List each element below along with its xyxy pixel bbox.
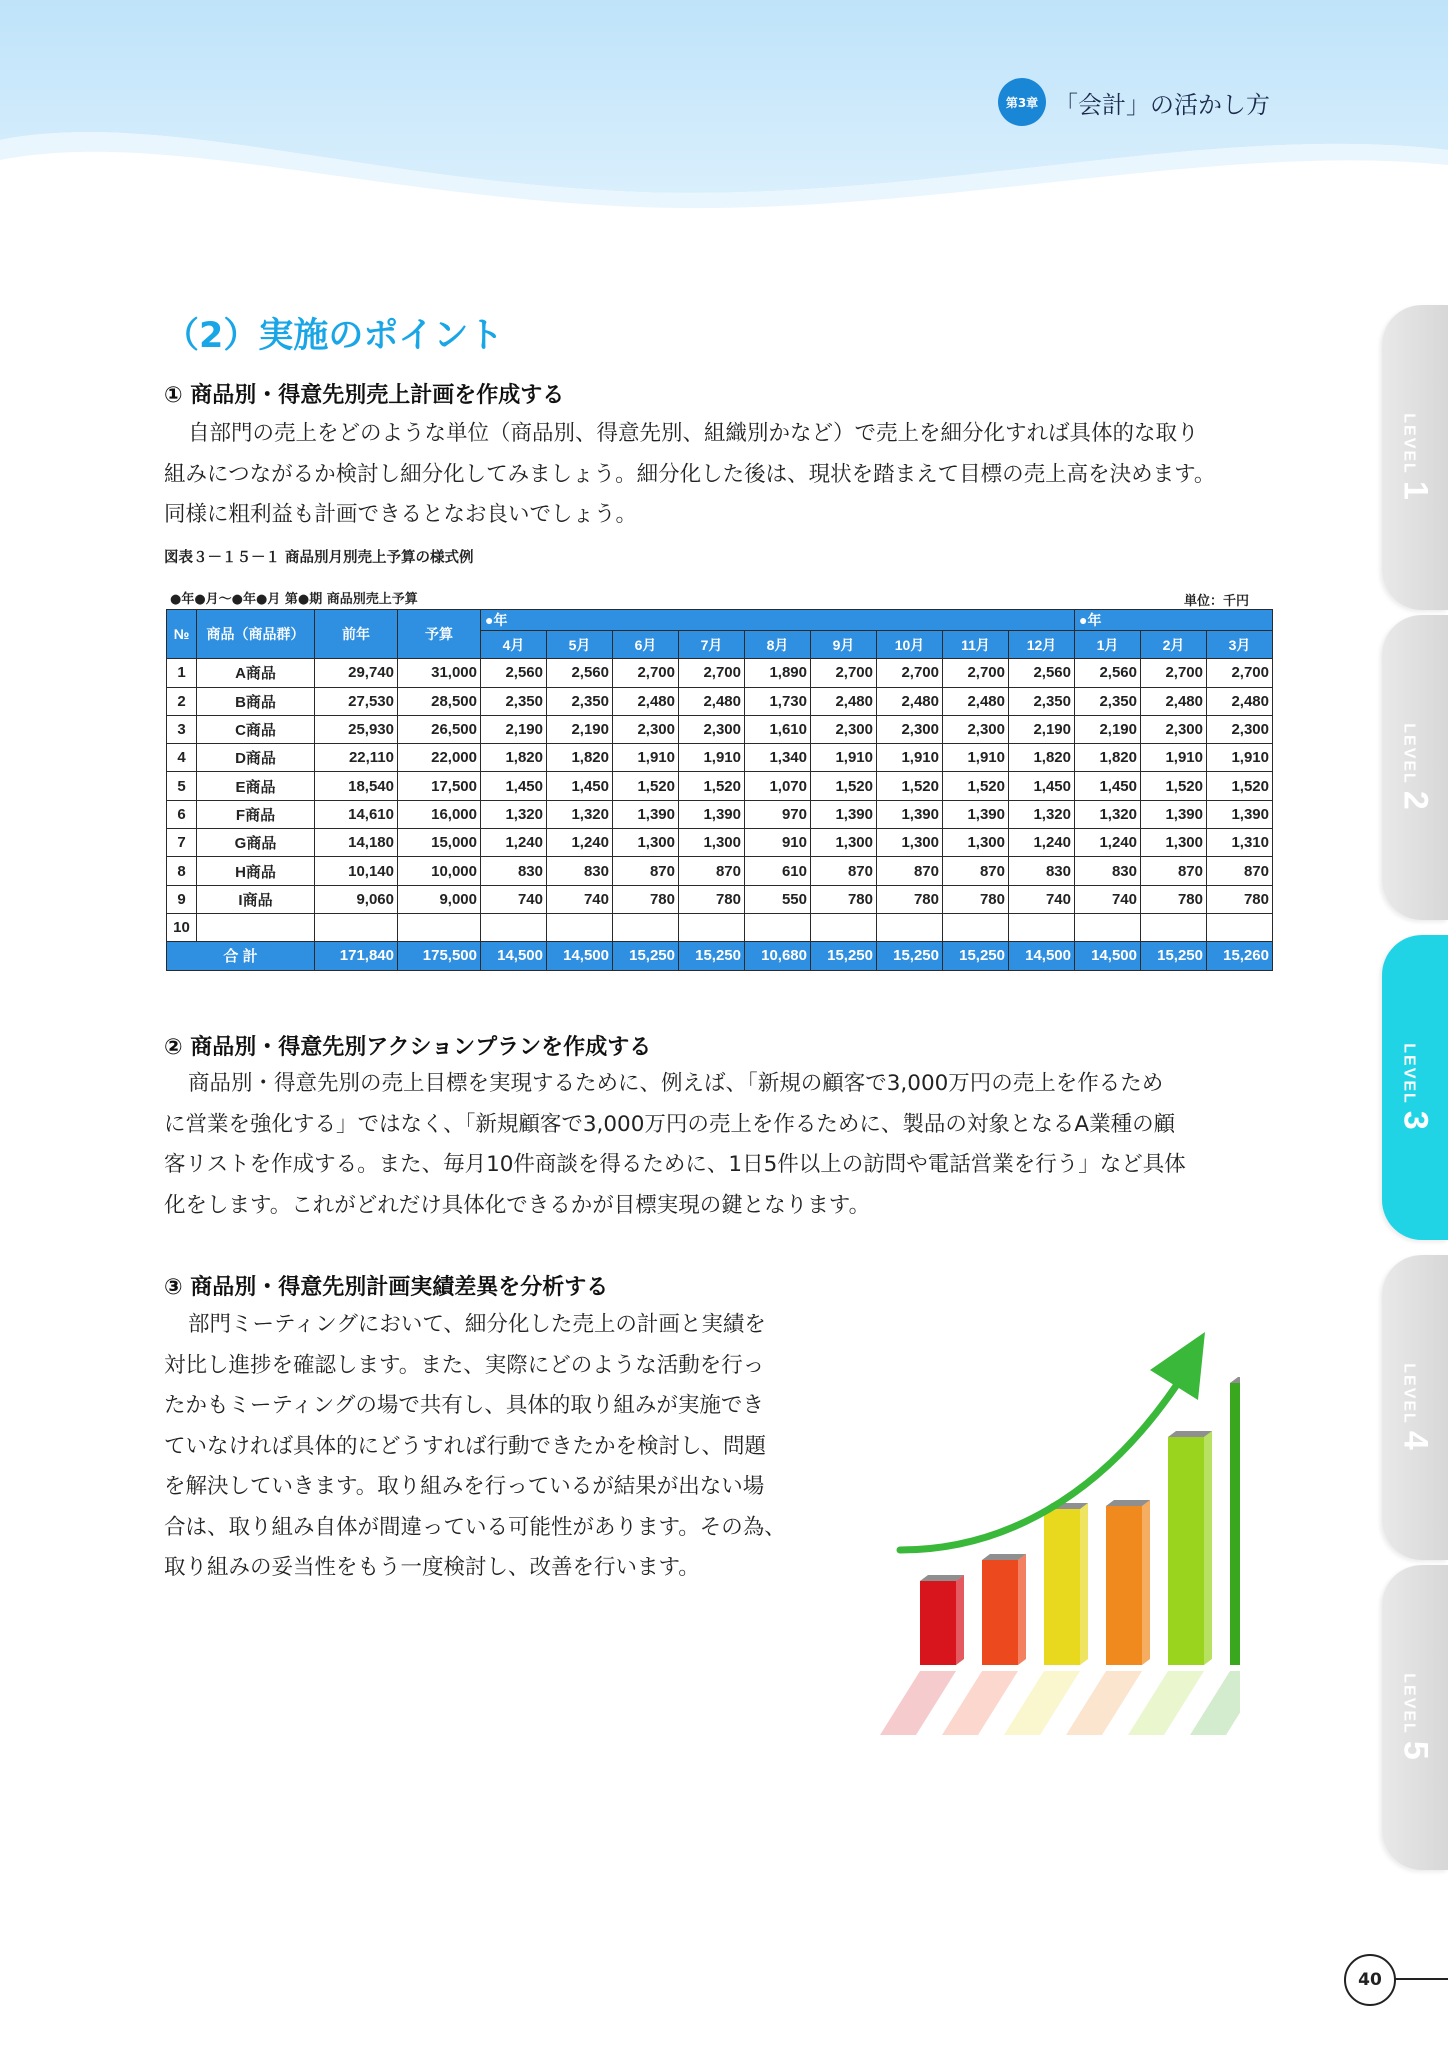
row-month-value: 1,910 (943, 744, 1009, 772)
row-month-value: 2,350 (1009, 687, 1075, 715)
header-item: 商品（商品群） (197, 610, 315, 659)
row-month-value (877, 913, 943, 941)
row-month-value: 830 (1009, 857, 1075, 885)
row-month-value: 2,190 (481, 715, 547, 743)
level-tab-2[interactable] (1382, 615, 1448, 920)
section-title: （2）実施のポイント (164, 316, 504, 356)
row-month-value: 2,700 (1207, 659, 1273, 687)
row-item-name: F商品 (197, 800, 315, 828)
bar-side (1080, 1503, 1088, 1665)
row-month-value: 2,480 (943, 687, 1009, 715)
row-month-value: 1,390 (943, 800, 1009, 828)
row-month-value: 1,820 (481, 744, 547, 772)
row-month-value: 1,240 (1009, 829, 1075, 857)
row-month-value: 2,350 (1075, 687, 1141, 715)
header-month: 1月 (1075, 631, 1141, 659)
row-item-name (197, 913, 315, 941)
table-row (167, 857, 1273, 885)
row-item-name: D商品 (197, 744, 315, 772)
row-month-value (745, 913, 811, 941)
figure-caption: 図表３－１５－１ 商品別月別売上予算の様式例 (164, 550, 474, 566)
row-month-value: 1,520 (811, 772, 877, 800)
row-month-value: 1,320 (481, 800, 547, 828)
header-month: 10月 (877, 631, 943, 659)
bar-side (1142, 1500, 1150, 1665)
header-year-2: ●年 (1075, 610, 1273, 631)
level-tab-3[interactable] (1382, 935, 1448, 1240)
budget-table (166, 609, 1273, 971)
row-month-value: 1,390 (877, 800, 943, 828)
table-row (167, 913, 1273, 941)
growth-bar (1044, 1509, 1080, 1665)
total-month-value: 15,250 (811, 942, 877, 970)
table-total-row (167, 942, 1273, 970)
header-month: 11月 (943, 631, 1009, 659)
row-budget: 9,000 (398, 885, 481, 913)
row-month-value: 870 (1141, 857, 1207, 885)
row-month-value: 2,700 (943, 659, 1009, 687)
text-line: に営業を強化する」ではなく、「新規顧客で3,000万円の売上を作るために、製品の対象となるA業種の顧 (164, 1111, 1176, 1137)
text-line: 自部門の売上をどのような単位（商品別、得意先別、組織別かなど）で売上を細分化すれば具体的な取り (188, 421, 1199, 446)
chapter-heading (998, 78, 1270, 126)
row-prev-year: 25,930 (315, 715, 398, 743)
row-month-value: 2,300 (877, 715, 943, 743)
row-month-value: 1,610 (745, 715, 811, 743)
growth-bar (1168, 1437, 1204, 1665)
bar-side (1204, 1431, 1212, 1665)
table-row (167, 885, 1273, 913)
text-line: たかもミーティングの場で共有し、具体的取り組みが実施でき (164, 1393, 764, 1418)
table-unit: 単位：千円 (1184, 594, 1250, 609)
subsection-2-heading: ② 商品別・得意先別アクションプランを作成する (164, 1035, 652, 1060)
row-month-value: 550 (745, 885, 811, 913)
row-month-value: 1,300 (943, 829, 1009, 857)
row-month-value (481, 913, 547, 941)
row-month-value: 1,450 (547, 772, 613, 800)
row-month-value: 2,480 (1207, 687, 1273, 715)
row-number: 10 (167, 913, 197, 941)
total-month-value: 15,260 (1207, 942, 1273, 970)
bar-reflection (1004, 1671, 1080, 1735)
row-month-value: 1,910 (1141, 744, 1207, 772)
row-budget: 15,000 (398, 829, 481, 857)
row-item-name: I商品 (197, 885, 315, 913)
header-month: 7月 (679, 631, 745, 659)
row-number: 5 (167, 772, 197, 800)
header-month: 5月 (547, 631, 613, 659)
row-month-value: 2,480 (877, 687, 943, 715)
row-budget: 28,500 (398, 687, 481, 715)
row-prev-year: 27,530 (315, 687, 398, 715)
row-month-value: 1,300 (679, 829, 745, 857)
subsection-3-body (164, 1305, 786, 1589)
header-month: 3月 (1207, 631, 1273, 659)
row-month-value: 870 (877, 857, 943, 885)
row-month-value: 2,560 (481, 659, 547, 687)
growth-bar (1230, 1383, 1240, 1665)
row-number: 4 (167, 744, 197, 772)
row-month-value: 1,820 (547, 744, 613, 772)
row-month-value (679, 913, 745, 941)
bar-top (1230, 1377, 1240, 1383)
header-budget: 予算 (398, 610, 481, 659)
level-tab-label: LEVEL (1400, 413, 1418, 475)
row-month-value: 780 (679, 885, 745, 913)
table-row (167, 744, 1273, 772)
row-month-value: 2,350 (481, 687, 547, 715)
header-year-1: ●年 (481, 610, 1075, 631)
bar-reflection (1066, 1671, 1142, 1735)
row-month-value: 1,390 (1141, 800, 1207, 828)
row-month-value: 1,320 (1009, 800, 1075, 828)
row-month-value: 2,350 (547, 687, 613, 715)
row-month-value: 870 (943, 857, 1009, 885)
row-month-value: 780 (811, 885, 877, 913)
row-month-value: 1,390 (811, 800, 877, 828)
row-month-value: 2,300 (679, 715, 745, 743)
level-tab-label: LEVEL (1400, 1363, 1418, 1425)
row-month-value: 870 (811, 857, 877, 885)
text-line: 組みにつながるか検討し細分化してみましょう。細分化した後は、現状を踏まえて目標の売上高を決めます。 (164, 461, 1216, 487)
level-tab-number: 4 (1396, 1430, 1435, 1452)
row-month-value: 2,300 (1207, 715, 1273, 743)
subsection-3-heading: ③ 商品別・得意先別計画実績差異を分析する (164, 1275, 609, 1300)
row-month-value: 2,700 (877, 659, 943, 687)
row-month-value: 2,560 (1009, 659, 1075, 687)
row-month-value (943, 913, 1009, 941)
row-budget: 16,000 (398, 800, 481, 828)
row-month-value: 1,450 (481, 772, 547, 800)
row-month-value: 2,300 (613, 715, 679, 743)
row-item-name: E商品 (197, 772, 315, 800)
total-month-value: 15,250 (613, 942, 679, 970)
total-month-value: 15,250 (877, 942, 943, 970)
row-budget (398, 913, 481, 941)
page-number-rule (1392, 1978, 1448, 1980)
row-month-value: 1,300 (877, 829, 943, 857)
subsection-1-body (164, 414, 1215, 536)
row-month-value: 1,300 (613, 829, 679, 857)
row-month-value: 2,480 (811, 687, 877, 715)
row-item-name: H商品 (197, 857, 315, 885)
row-month-value: 870 (1207, 857, 1273, 885)
text-line: を解決していきます。取り組みを行っているが結果が出ない場 (164, 1474, 765, 1499)
row-month-value: 2,300 (943, 715, 1009, 743)
row-prev-year: 10,140 (315, 857, 398, 885)
row-month-value: 1,070 (745, 772, 811, 800)
bar-side (1018, 1554, 1026, 1665)
row-month-value: 1,390 (679, 800, 745, 828)
level-tab-label: LEVEL (1400, 1673, 1418, 1735)
row-month-value: 1,240 (481, 829, 547, 857)
row-month-value: 780 (613, 885, 679, 913)
row-month-value: 1,820 (1009, 744, 1075, 772)
row-item-name: C商品 (197, 715, 315, 743)
row-month-value (811, 913, 877, 941)
row-month-value: 1,340 (745, 744, 811, 772)
row-prev-year (315, 913, 398, 941)
row-month-value: 870 (613, 857, 679, 885)
text-line: 合は、取り組み自体が間違っている可能性があります。その為、 (164, 1514, 786, 1540)
row-number: 6 (167, 800, 197, 828)
row-month-value: 1,520 (613, 772, 679, 800)
row-month-value (613, 913, 679, 941)
row-month-value: 2,700 (811, 659, 877, 687)
row-month-value: 1,730 (745, 687, 811, 715)
level-tab-number: 5 (1396, 1740, 1435, 1762)
row-month-value: 830 (547, 857, 613, 885)
row-month-value: 1,240 (547, 829, 613, 857)
row-month-value: 1,320 (547, 800, 613, 828)
subsection-1-heading: ① 商品別・得意先別売上計画を作成する (164, 383, 565, 408)
level-tab-5[interactable] (1382, 1565, 1448, 1870)
row-month-value: 1,450 (1009, 772, 1075, 800)
header-month: 6月 (613, 631, 679, 659)
row-month-value: 1,320 (1075, 800, 1141, 828)
total-month-value: 15,250 (679, 942, 745, 970)
row-number: 3 (167, 715, 197, 743)
row-month-value: 1,520 (1141, 772, 1207, 800)
table-title: ●年●月～●年●月 第●期 商品別売上予算 (170, 592, 418, 607)
bar-side (956, 1575, 964, 1665)
row-month-value: 610 (745, 857, 811, 885)
text-line: 化をします。これがどれだけ具体化できるかが目標実現の鍵となります。 (164, 1192, 871, 1218)
row-month-value: 2,480 (613, 687, 679, 715)
row-month-value: 910 (745, 829, 811, 857)
row-month-value: 1,300 (811, 829, 877, 857)
row-month-value: 2,190 (1075, 715, 1141, 743)
row-month-value: 1,520 (877, 772, 943, 800)
row-month-value: 1,910 (613, 744, 679, 772)
row-item-name: A商品 (197, 659, 315, 687)
table-row (167, 829, 1273, 857)
level-tab-4[interactable] (1382, 1255, 1448, 1560)
row-month-value: 1,240 (1075, 829, 1141, 857)
text-line: 同様に粗利益も計画できるとなお良いでしょう。 (164, 502, 638, 527)
total-label: 合 計 (167, 942, 315, 970)
row-month-value: 780 (1207, 885, 1273, 913)
row-month-value (547, 913, 613, 941)
row-prev-year: 18,540 (315, 772, 398, 800)
row-month-value: 1,520 (679, 772, 745, 800)
row-month-value: 740 (1009, 885, 1075, 913)
row-month-value: 2,190 (1009, 715, 1075, 743)
row-month-value: 1,910 (811, 744, 877, 772)
growth-bar (920, 1581, 956, 1665)
row-month-value: 1,910 (877, 744, 943, 772)
row-month-value: 740 (481, 885, 547, 913)
row-month-value: 740 (1075, 885, 1141, 913)
row-budget: 26,500 (398, 715, 481, 743)
row-month-value: 2,700 (613, 659, 679, 687)
level-tab-number: 2 (1396, 790, 1435, 812)
level-tab-1[interactable] (1382, 305, 1448, 610)
level-tab-label: LEVEL (1400, 1043, 1418, 1105)
growth-chart-illustration (880, 1320, 1240, 1760)
row-month-value: 2,700 (1141, 659, 1207, 687)
table-row (167, 687, 1273, 715)
row-budget: 17,500 (398, 772, 481, 800)
row-month-value: 1,450 (1075, 772, 1141, 800)
row-number: 9 (167, 885, 197, 913)
total-month-value: 14,500 (481, 942, 547, 970)
row-item-name: G商品 (197, 829, 315, 857)
row-prev-year: 22,110 (315, 744, 398, 772)
page-number: 40 (1344, 1954, 1396, 2006)
text-line: 取り組みの妥当性をもう一度検討し、改善を行います。 (164, 1555, 700, 1580)
row-month-value: 1,890 (745, 659, 811, 687)
row-prev-year: 14,180 (315, 829, 398, 857)
row-month-value (1207, 913, 1273, 941)
row-month-value: 1,390 (613, 800, 679, 828)
header-no: № (167, 610, 197, 659)
total-budget: 175,500 (398, 942, 481, 970)
row-month-value: 2,560 (547, 659, 613, 687)
row-month-value: 780 (877, 885, 943, 913)
row-month-value: 2,480 (1141, 687, 1207, 715)
row-month-value (1009, 913, 1075, 941)
bar-reflection (942, 1671, 1018, 1735)
row-month-value (1075, 913, 1141, 941)
text-line: 商品別・得意先別の売上目標を実現するために、例えば、「新規の顧客で3,000万円の売上を作るため (188, 1071, 1164, 1096)
row-month-value: 870 (679, 857, 745, 885)
text-line: 対比し進捗を確認します。また、実際にどのような活動を行っ (164, 1352, 765, 1378)
table-row (167, 772, 1273, 800)
header-month: 2月 (1141, 631, 1207, 659)
row-number: 1 (167, 659, 197, 687)
row-budget: 22,000 (398, 744, 481, 772)
row-month-value (1141, 913, 1207, 941)
row-month-value: 2,560 (1075, 659, 1141, 687)
total-month-value: 14,500 (547, 942, 613, 970)
row-month-value: 780 (1141, 885, 1207, 913)
row-prev-year: 14,610 (315, 800, 398, 828)
header-month: 4月 (481, 631, 547, 659)
row-month-value: 1,910 (1207, 744, 1273, 772)
chapter-title: 「会計」の活かし方 (1054, 90, 1270, 119)
row-prev-year: 9,060 (315, 885, 398, 913)
text-line: 客リストを作成する。また、毎月10件商談を得るために、1日5件以上の訪問や電話営業を行う」など具体 (164, 1152, 1186, 1177)
row-month-value: 2,700 (679, 659, 745, 687)
row-month-value: 1,520 (943, 772, 1009, 800)
row-month-value: 970 (745, 800, 811, 828)
table-row (167, 800, 1273, 828)
row-month-value: 1,820 (1075, 744, 1141, 772)
total-month-value: 10,680 (745, 942, 811, 970)
row-prev-year: 29,740 (315, 659, 398, 687)
row-month-value: 2,190 (547, 715, 613, 743)
header-month: 12月 (1009, 631, 1075, 659)
row-month-value: 2,300 (811, 715, 877, 743)
header-month: 9月 (811, 631, 877, 659)
table-row (167, 659, 1273, 687)
row-month-value: 830 (481, 857, 547, 885)
row-month-value: 830 (1075, 857, 1141, 885)
header-month: 8月 (745, 631, 811, 659)
row-month-value: 740 (547, 885, 613, 913)
bar-reflection (880, 1671, 956, 1735)
text-line: 部門ミーティングにおいて、細分化した売上の計画と実績を (188, 1312, 766, 1337)
subsection-2-body (164, 1064, 1186, 1226)
row-number: 7 (167, 829, 197, 857)
bar-reflection (1128, 1671, 1204, 1735)
row-month-value: 1,390 (1207, 800, 1273, 828)
level-tab-number: 1 (1396, 480, 1435, 502)
row-month-value: 1,310 (1207, 829, 1273, 857)
row-budget: 31,000 (398, 659, 481, 687)
row-month-value: 1,910 (679, 744, 745, 772)
level-tab-number: 3 (1396, 1110, 1435, 1132)
row-month-value: 1,520 (1207, 772, 1273, 800)
row-month-value: 780 (943, 885, 1009, 913)
row-number: 2 (167, 687, 197, 715)
row-month-value: 2,480 (679, 687, 745, 715)
row-month-value: 1,300 (1141, 829, 1207, 857)
row-item-name: B商品 (197, 687, 315, 715)
row-budget: 10,000 (398, 857, 481, 885)
chapter-badge: 第3章 (998, 78, 1046, 126)
total-month-value: 15,250 (943, 942, 1009, 970)
level-tab-label: LEVEL (1400, 723, 1418, 785)
row-month-value: 2,300 (1141, 715, 1207, 743)
growth-bar (1106, 1506, 1142, 1665)
total-month-value: 15,250 (1141, 942, 1207, 970)
table-row (167, 715, 1273, 743)
header-prev: 前年 (315, 610, 398, 659)
total-month-value: 14,500 (1075, 942, 1141, 970)
text-line: ていなければ具体的にどうすれば行動できたかを検討し、問題 (164, 1433, 767, 1459)
row-number: 8 (167, 857, 197, 885)
total-prev-year: 171,840 (315, 942, 398, 970)
total-month-value: 14,500 (1009, 942, 1075, 970)
growth-bar (982, 1560, 1018, 1665)
